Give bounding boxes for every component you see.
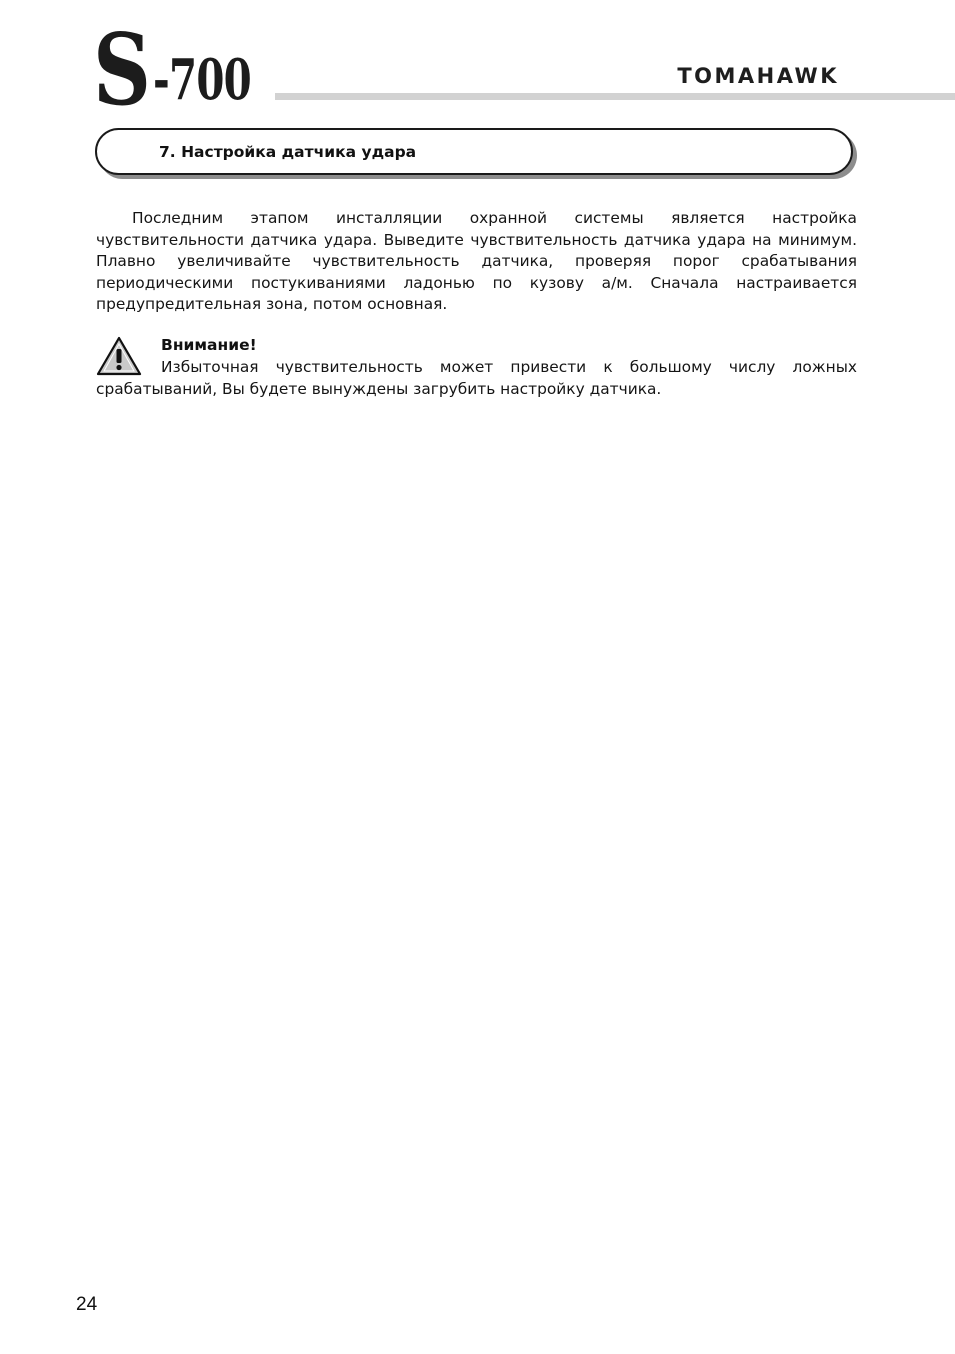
warning-title: Внимание! <box>161 336 257 354</box>
model-number: -700 <box>153 47 252 113</box>
body-paragraph: Последним этапом инсталляции охранной системы является настройка чувствительности датчика удара. Выведите чувствительность датчика удара на минимум. Плавно увеличивайте чувствительность датчика, проверяя порог срабатывания периодическими постукиваниями ладонью по кузову а/м. Сначала настраивается предупредительная зона, потом основная. <box>96 209 857 313</box>
header-rule <box>275 93 955 100</box>
warning-text: Избыточная чувствительность может привести к большому числу ложных срабатываний, Вы будете вынуждены загрубить настройку датчика. <box>96 358 857 398</box>
page-number: 24 <box>76 1294 98 1315</box>
section-header <box>95 128 853 175</box>
brand-name: TOMAHAWK <box>677 64 839 88</box>
model-letter: S <box>93 13 152 128</box>
section-title: 7. Настройка датчика удара <box>159 143 417 161</box>
